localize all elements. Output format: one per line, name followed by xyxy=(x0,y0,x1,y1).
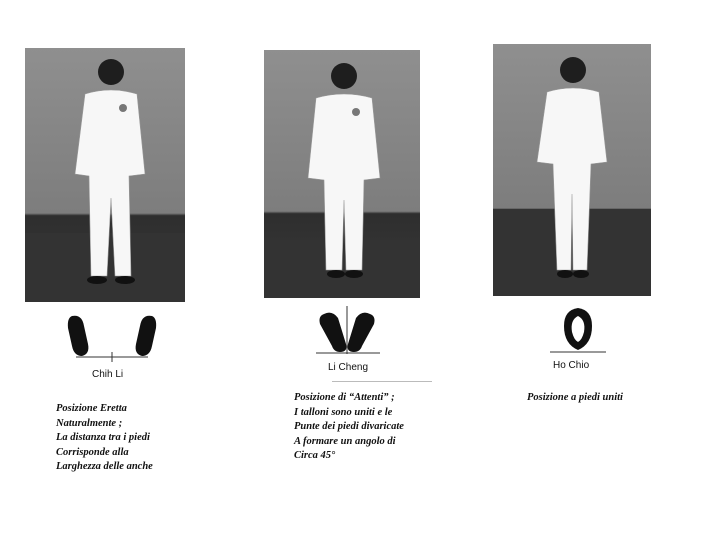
description-line: Posizione a piedi uniti xyxy=(527,392,623,403)
footprints-ho-chio xyxy=(548,304,608,356)
stance-description-chih-li xyxy=(56,402,153,475)
description-line: Punte dei piedi divaricate xyxy=(294,421,404,432)
caption-underline xyxy=(332,381,432,382)
description-line: Larghezza delle anche xyxy=(56,461,153,472)
description-line: Corrisponde alla xyxy=(56,446,129,458)
photo-chih-li xyxy=(25,48,185,302)
stance-description-li-cheng xyxy=(294,391,404,464)
figure-standing-attention xyxy=(264,50,420,298)
description-line: Circa 45° xyxy=(294,450,336,461)
figure-standing-feet-together xyxy=(493,44,651,296)
photo-ho-chio xyxy=(493,44,651,296)
description-line: La distanza tra i piedi xyxy=(56,432,150,443)
description-line: A formare un angolo di xyxy=(294,435,396,447)
description-line: I talloni sono uniti e le xyxy=(294,406,393,418)
footprints-li-cheng xyxy=(310,304,384,356)
stance-label-ho-chio: Ho Chio xyxy=(553,360,590,371)
photo-li-cheng xyxy=(264,50,420,298)
description-line: Naturalmente ; xyxy=(56,417,123,429)
description-line: Posizione di “Attenti” ; xyxy=(294,392,395,403)
description-line: Posizione Eretta xyxy=(56,403,127,414)
stance-label-chih-li: Chih Li xyxy=(92,369,124,380)
stance-label-li-cheng: Li Cheng xyxy=(328,362,369,373)
figure-standing-feet-apart xyxy=(25,48,185,302)
footprints-chih-li xyxy=(62,312,162,364)
stance-description-ho-chio xyxy=(527,391,623,406)
